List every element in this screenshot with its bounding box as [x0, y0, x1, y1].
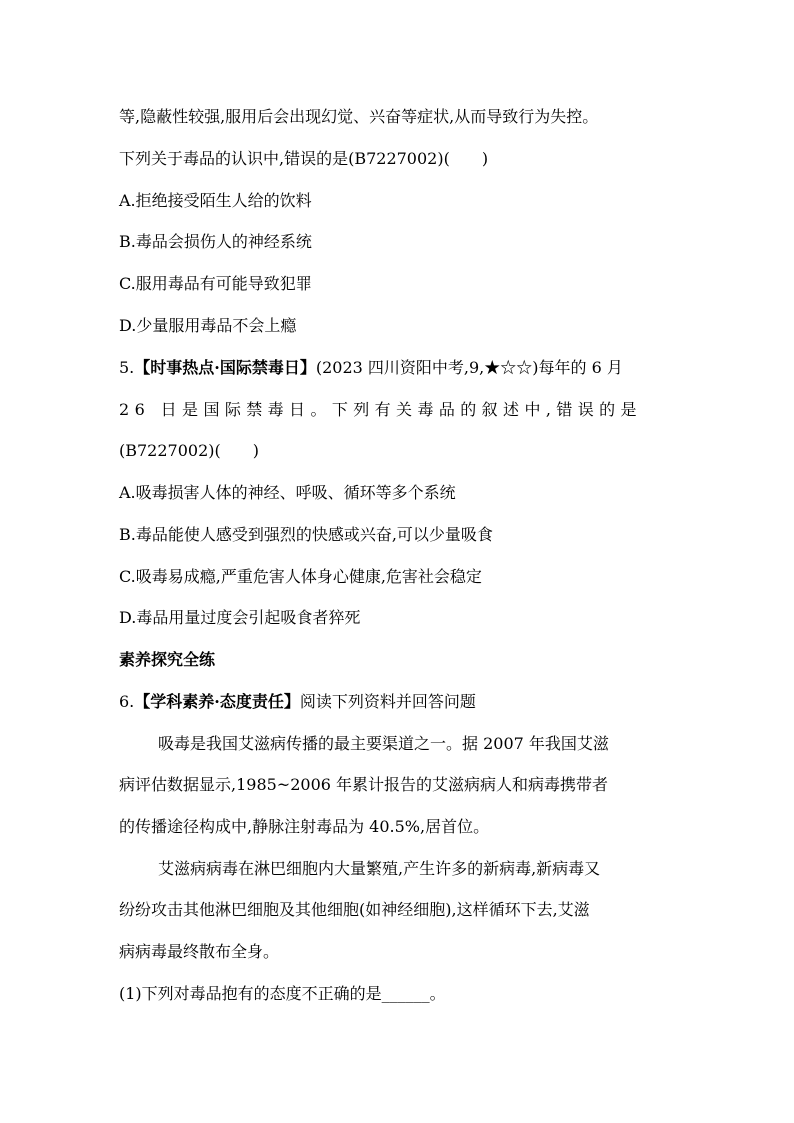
q4-continuation: 等,隐蔽性较强,服用后会出现幻觉、兴奋等症状,从而导致行为失控。	[119, 107, 599, 126]
q5-heading	[119, 357, 623, 379]
q5-source: (2023 四川资阳中考,9,★☆☆)每年的 6 月	[315, 358, 623, 377]
q6-tag: 【学科素养·态度责任】	[134, 692, 300, 711]
q6-sub1: (1)下列对毒品抱有的态度不正确的是______。	[119, 984, 446, 1003]
q6-heading	[119, 691, 476, 713]
q5-option-b: B.毒品能使人感受到强烈的快感或兴奋,可以少量吸食	[119, 525, 493, 544]
q6-number: 6.	[119, 692, 135, 711]
section-title: 素养探究全练	[119, 650, 216, 669]
q5-number: 5.	[119, 358, 135, 377]
q6-passage2-line1: 艾滋病病毒在淋巴细胞内大量繁殖,产生许多的新病毒,新病毒又	[158, 859, 601, 878]
q4-option-b: B.毒品会损伤人的神经系统	[119, 232, 312, 251]
q5-line2	[119, 399, 672, 421]
q6-passage2-line3: 病病毒最终散布全身。	[119, 942, 280, 961]
q5-tag: 【时事热点·国际禁毒日】	[134, 358, 316, 377]
q5-line3: (B7227002)( )	[119, 441, 259, 460]
q4-prompt: 下列关于毒品的认识中,错误的是(B7227002)( )	[119, 149, 489, 168]
q6-instruction: 阅读下列资料并回答问题	[299, 692, 476, 711]
q6-passage1-line2: 病评估数据显示,1985~2006 年累计报告的艾滋病病人和病毒携带者	[119, 775, 609, 794]
q4-option-a: A.拒绝接受陌生人给的饮料	[119, 191, 312, 210]
q6-passage1-line1: 吸毒是我国艾滋病传播的最主要渠道之一。据 2007 年我国艾滋	[158, 734, 609, 753]
q5-option-c: C.吸毒易成瘾,严重危害人体身心健康,危害社会稳定	[119, 567, 482, 586]
q6-passage2-line2: 纷纷攻击其他淋巴细胞及其他细胞(如神经细胞),这样循环下去,艾滋	[119, 900, 590, 919]
q6-passage1-line3: 的传播途径构成中,静脉注射毒品为 40.5%,居首位。	[119, 817, 490, 836]
q5-option-d: D.毒品用量过度会引起吸食者猝死	[119, 608, 361, 627]
q5-option-a: A.吸毒损害人体的神经、呼吸、循环等多个系统	[119, 483, 456, 502]
q5-line2-text: 26 日是国际禁毒日。下列有关毒品的叙述中,错误的是	[119, 400, 642, 419]
q4-option-d: D.少量服用毒品不会上瘾	[119, 316, 297, 335]
q4-option-c: C.服用毒品有可能导致犯罪	[119, 274, 312, 293]
